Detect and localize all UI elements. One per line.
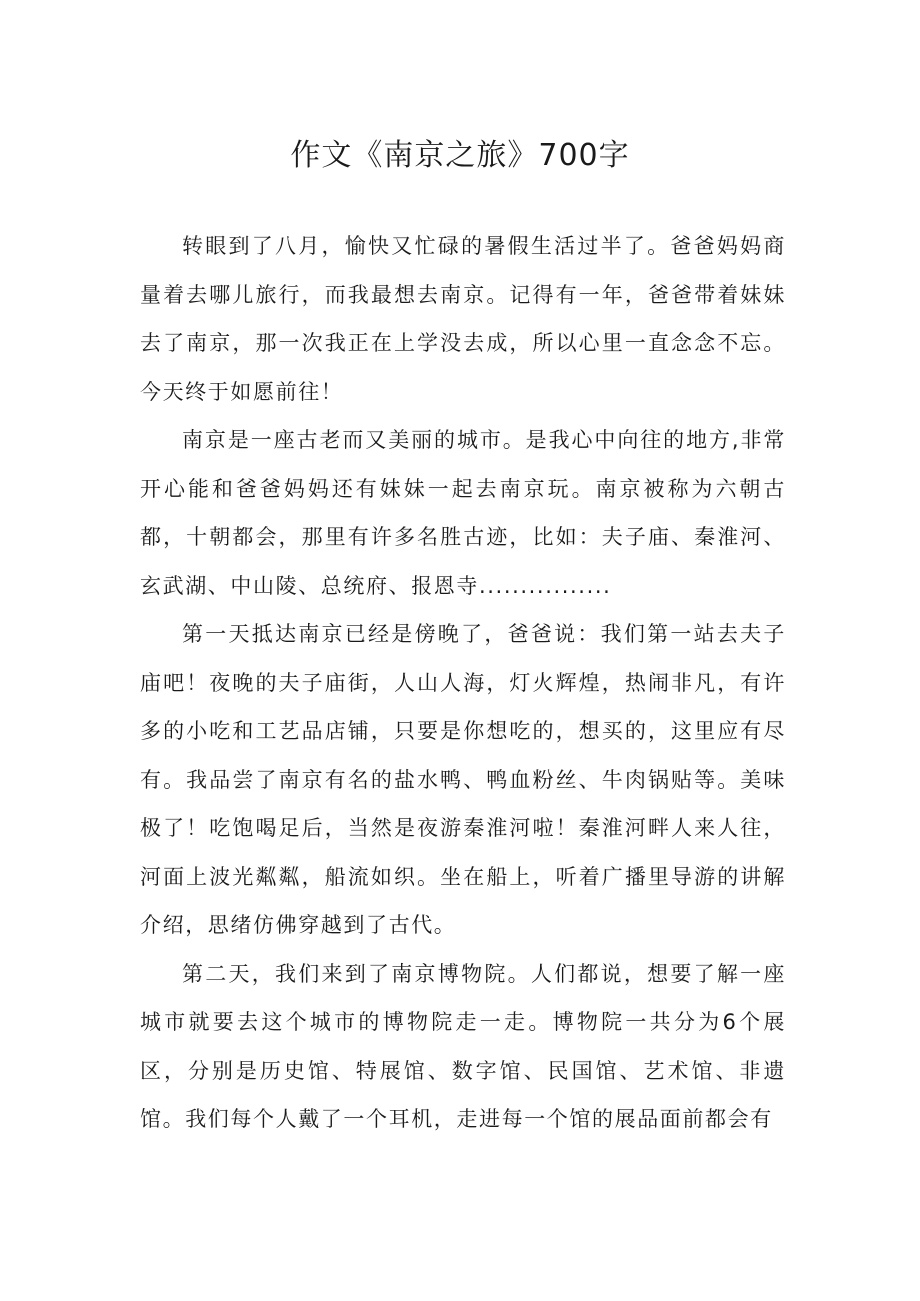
paragraph-1: 转眼到了八月，愉快又忙碌的暑假生活过半了。爸爸妈妈商量着去哪儿旅行，而我最想去南京。记得有一年，爸爸带着妹妹去了南京，那一次我正在上学没去成，所以心里一直念念不忘。今天终于如愿前往！ [140,234,786,404]
document-body [140,222,786,1144]
paragraph-3: 第一天抵达南京已经是傍晚了，爸爸说：我们第一站去夫子庙吧！夜晚的夫子庙街，人山人海，灯火辉煌，热闹非凡，有许多的小吃和工艺品店铺，只要是你想吃的，想买的，这里应有尽有。我品尝了南京有名的盐水鸭、鸭血粉丝、牛肉锅贴等。美味极了！吃饱喝足后，当然是夜游秦淮河啦！秦淮河畔人来人往，河面上波光粼粼，船流如织。坐在船上，听着广播里导游的讲解介绍，思绪仿佛穿越到了古代。 [140,622,786,937]
paragraph-4: 第二天，我们来到了南京博物院。人们都说，想要了解一座城市就要去这个城市的博物院走一走。博物院一共分为6个展区，分别是历史馆、特展馆、数字馆、民国馆、艺术馆、非遗馆。我们每个人戴了一个耳机，走进每一个馆的展品面前都会有 [140,961,786,1131]
document-title: 作文《南京之旅》700字 [290,138,630,173]
paragraph-2: 南京是一座古老而又美丽的城市。是我心中向往的地方,非常开心能和爸爸妈妈还有妹妹一起去南京玩。南京被称为六朝古都，十朝都会，那里有许多名胜古迹，比如：夫子庙、秦淮河、玄武湖、中山陵、总统府、报恩寺................ [140,428,786,598]
